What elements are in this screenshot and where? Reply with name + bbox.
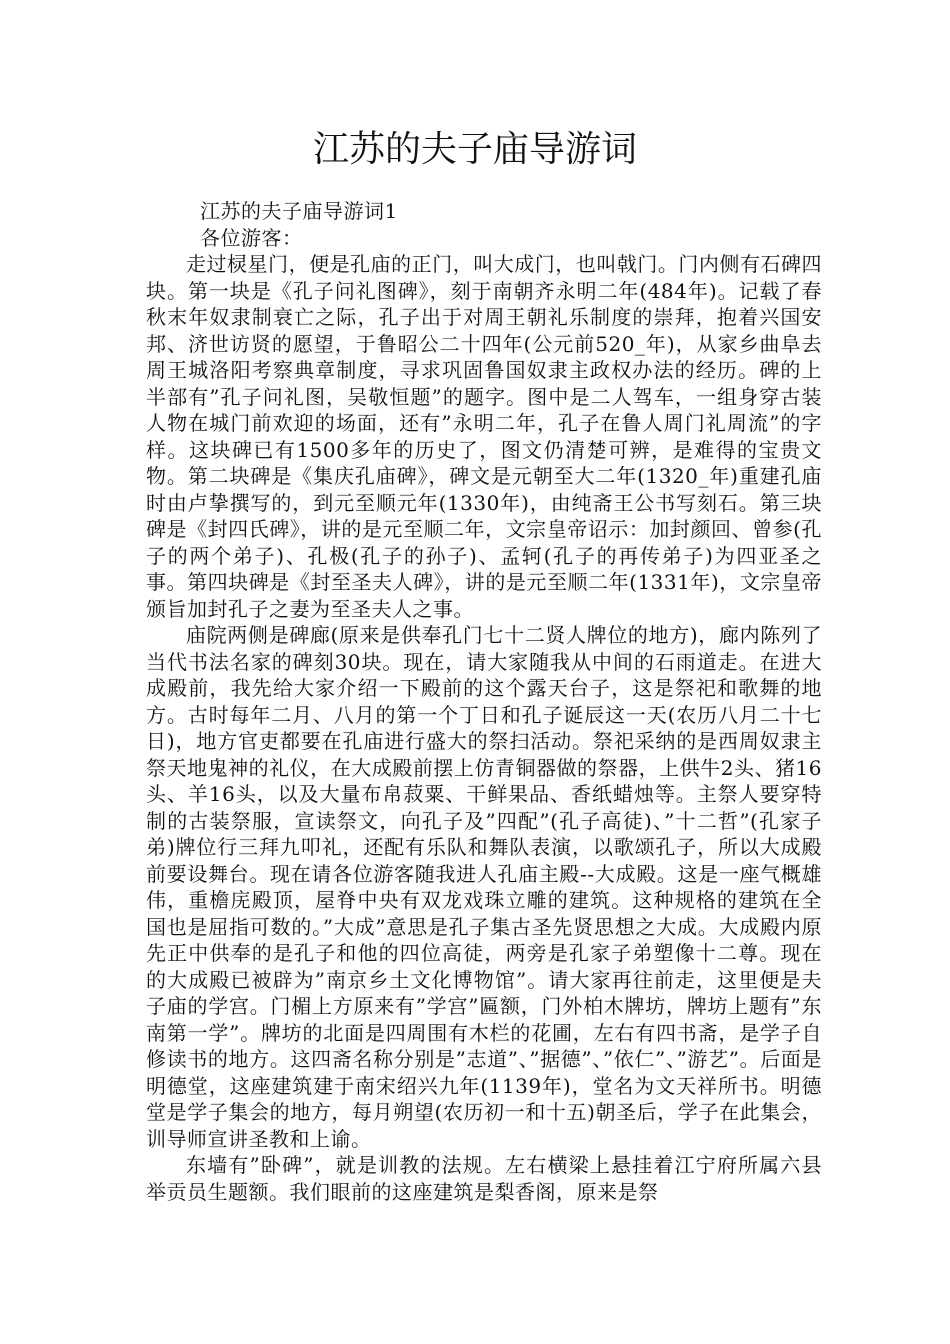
paragraph: 庙院两侧是碑廊(原来是供奉孔门七十二贤人牌位的地方)，廊内陈列了当代书法名家的碑刻30块。现在，请大家随我从中间的石雨道走。在进大成殿前，我先给大家介绍一下殿前的这个露天台子，这是祭祀和歌舞的地方。古时每年二月、八月的第一个丁日和孔子诞辰这一天(农历八月二十七日)，地方官吏都要在孔庙进行盛大的祭扫活动。祭祀采纳的是西周奴隶主祭天地鬼神的礼仪，在大成殿前摆上仿青铜器做的祭器，上供牛2头、猪16头、羊16头，以及大量布帛菽粟、干鲜果品、香纸蜡烛等。主祭人要穿特制的古装祭服，宣读祭文，向孔子及”四配”(孔子高徒)、”十二哲”(孔家子弟)牌位行三拜九叩礼，还配有乐队和舞队表演，以歌颂孔子，所以大成殿前要设舞台。现在请各位游客随我进人孔庙主殿--大成殿。这是一座气概雄伟，重檐庑殿顶，屋脊中央有双龙戏珠立雕的建筑。这种规格的建筑在全国也是屈指可数的。”大成”意思是孔子集古圣先贤思想之大成。大成殿内原先正中供奉的是孔子和他的四位高徒，两旁是孔家子弟塑像十二尊。现在的大成殿已被辟为”南京乡土文化博物馆”。请大家再往前走，这里便是夫子庙的学宫。门楣上方原来有”学宫”匾额，门外柏木牌坊，牌坊上题有”东南第一学”。牌坊的北面是四周围有木栏的花圃，左右有四书斋，是学子自修读书的地方。这四斋名称分别是”志道”、”据德”、”依仁”、”游艺”。后面是明德堂，这座建筑建于南宋绍兴九年(1139年)，堂名为文天祥所书。明德堂是学子集会的地方，每月朔望(农历初一和十五)朝圣后，学子在此集会，训导师宣讲圣教和上谕。 [146, 623, 822, 1151]
section-heading: 江苏的夫子庙导游词1 [200, 199, 398, 223]
greeting-line: 各位游客： [200, 225, 303, 250]
paragraph: 走过棂星门，便是孔庙的正门，叫大成门，也叫戟门。门内侧有石碑四块。第一块是《孔子问礼图碑》，刻于南朝齐永明二年(484年)。记载了春秋末年奴隶制衰亡之际，孔子出于对周王朝礼乐制度的崇拜，抱着兴国安邦、济世访贤的愿望，于鲁昭公二十四年(公元前520_年)，从家乡曲阜去周王城洛阳考察典章制度，寻求巩固鲁国奴隶主政权办法的经历。碑的上半部有”孔子问礼图，吴敬恒题”的题字。图中是二人驾车，一组身穿古装人物在城门前欢迎的场面，还有”永明二年，孔子在鲁人周门礼周流”的字样。这块碑已有1500多年的历史了，图文仍清楚可辨，是难得的宝贵文物。第二块碑是《集庆孔庙碑》，碑文是元朝至大二年(1320_年)重建孔庙时由卢挚撰写的，到元至顺元年(1330年)，由纯斋王公书写刻石。第三块碑是《封四氏碑》，讲的是元至顺二年，文宗皇帝诏示：加封颜回、曾参(孔子的两个弟子)、孔极(孔子的孙子)、孟轲(孔子的再传弟子)为四亚圣之事。第四块碑是《封至圣夫人碑》，讲的是元至顺二年(1331年)，文宗皇帝颁旨加封孔子之妻为至圣夫人之事。 [146, 252, 822, 621]
document-title: 江苏的夫子庙导游词 [312, 129, 637, 170]
document-body [146, 198, 822, 1205]
paragraph: 东墙有”卧碑”，就是训教的法规。左右横梁上悬挂着江宁府所属六县举贡员生题额。我们眼前的这座建筑是梨香阁，原来是祭 [146, 1153, 822, 1204]
